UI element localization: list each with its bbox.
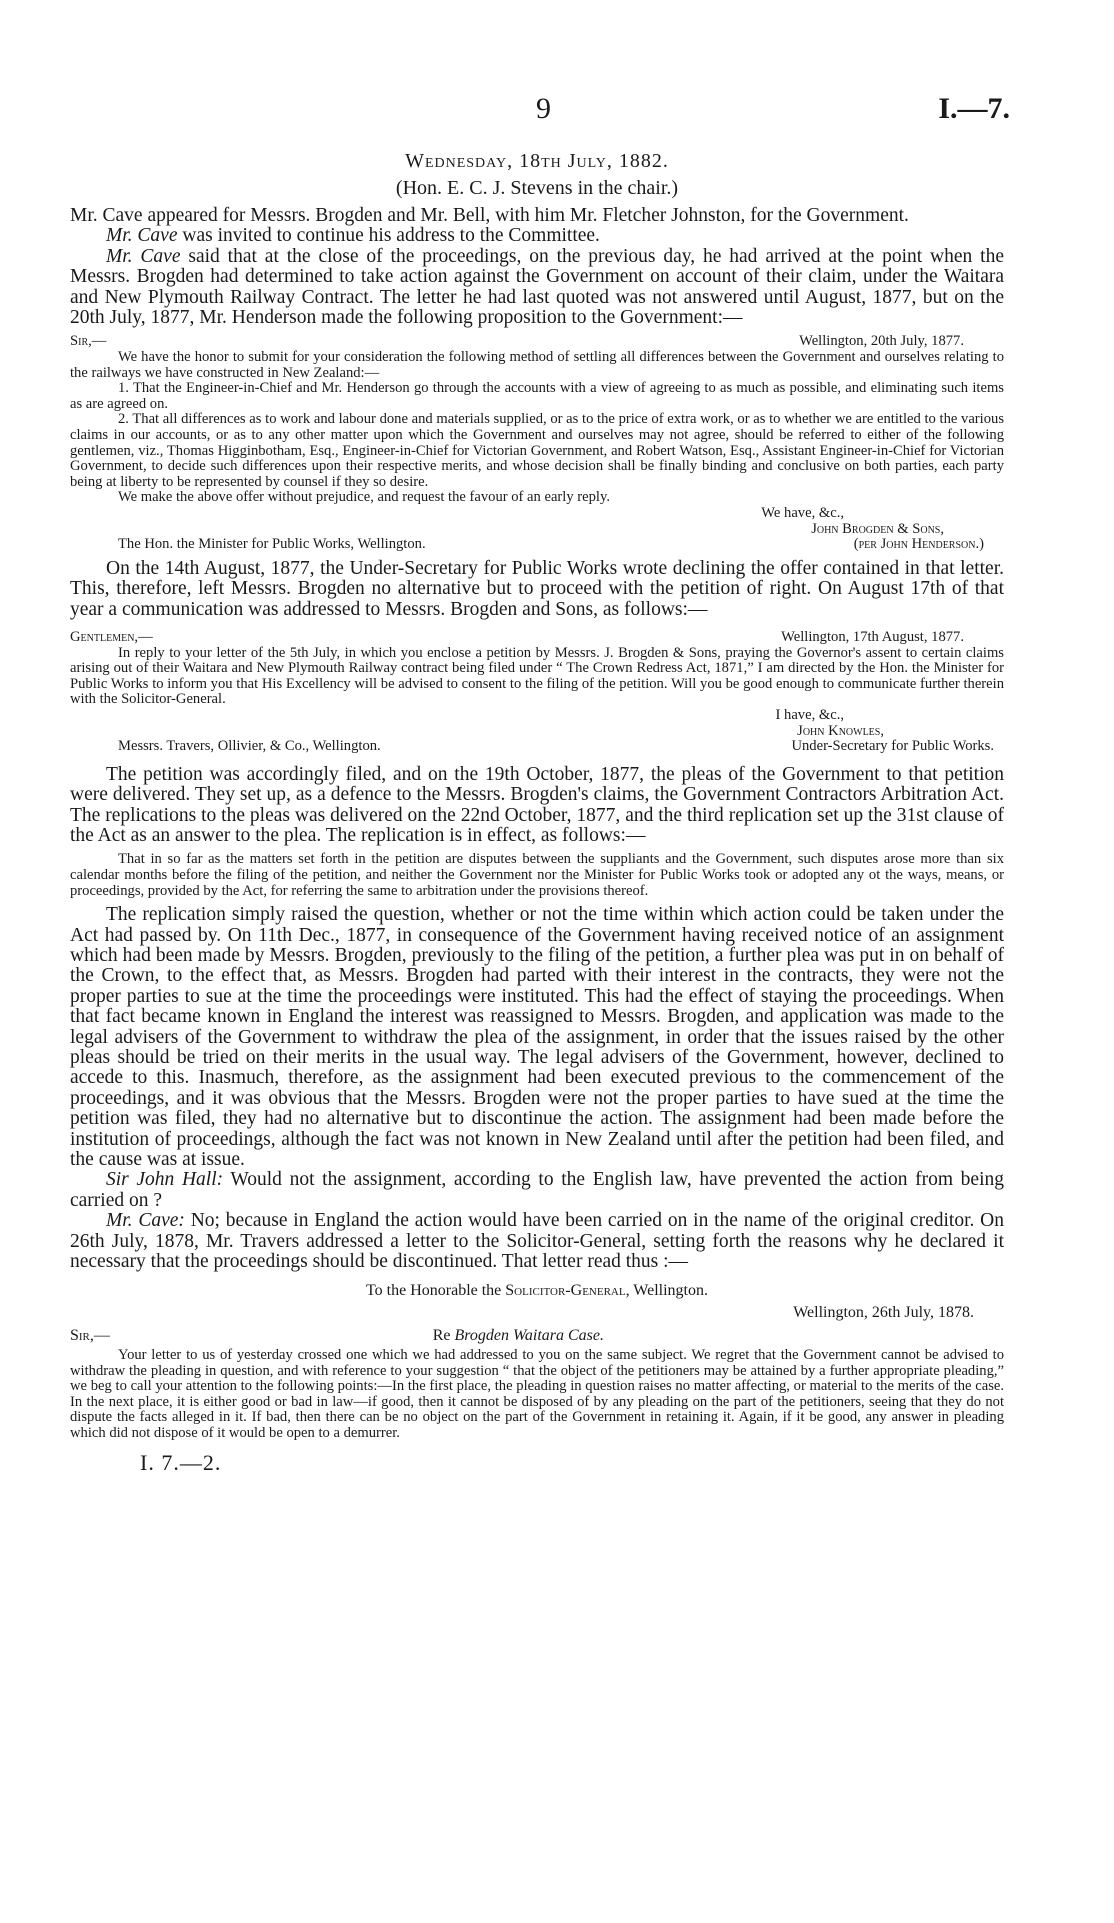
session-date: Wednesday, 18th July, 1882.	[405, 150, 669, 172]
letter-knowles	[70, 630, 1004, 755]
re-subject: Brogden Waitara Case.	[454, 1327, 604, 1345]
speaker: Sir John Hall:	[106, 1169, 224, 1191]
letter-re-line	[433, 1328, 1004, 1344]
letter-signatory-title: Under-Secretary for Public Works.	[791, 738, 994, 755]
document-reference: I.—7.	[938, 92, 1010, 125]
letter-salutation: Sir,—	[70, 333, 107, 350]
appearance-paragraph: Mr. Cave appeared for Messrs. Brogden and Mr. Bell, with him Mr. Fletcher Johnston, for the Government.	[70, 205, 909, 226]
letter-paragraph: Your letter to us of yesterday crossed one which we had addressed to you on the same subject. We regret that the Government cannot be advised to withdraw the pleading in question, and with reference to your suggestion “ that the object of the petitioners may be attained by a further appropriate pleading,” we beg to call your attention to the following points:—In the first place, the pleading in question raises no matter affecting, or material to the merits of the case. In the next place, it is either good or bad in law—if good, then it cannot be disposed of by any pleading on the part of the petitioners, seeing that they do not dispute the facts alleged in it. If bad, then there can be no object on the part of the Government in retaining it. Again, if it be good, any answer in pleading which did not dispose of it would be open to a demurrer.	[70, 1347, 1004, 1441]
paragraph-text: was invited to continue his address to the Committee.	[177, 225, 600, 247]
letter-to-suffix: , Wellington.	[625, 1282, 708, 1300]
paragraph: The replication simply raised the question, whether or not the time within which action could be taken under the Act had passed by. On 11th Dec., 1877, in consequence of the Government having received notice of an assignment which had been made by Messrs. Brogden, previously to the filing of the petition, a further plea was put in on behalf of the Crown, to the effect that, as Messrs. Brogden had parted with their interest in the contracts, they were not the proper parties to sue at the time the proceedings were instituted. This had the effect of staying the proceedings. When that fact became known in England the interest was reassigned to Messrs. Brogden, and application was made to the legal advisers of the Government to withdraw the plea of the assignment, in order that the issues raised by the other pleas should be tried on their merits in the usual way. The legal advisers of the Government, however, declined to accede to this. Inasmuch, therefore, as the assignment had been executed previous to the commencement of the proceedings, and it was obvious that the Messrs. Brogden were not the proper parties to have sued at the time the petition was filed, they had no alternative but to discontinue the action. The assignment had been made before the institution of proceedings, although the fact was not known in New Zealand until after the petition had been filed, and the cause was at issue.	[70, 904, 1004, 1170]
letter-paragraph: We have the honor to submit for your consideration the following method of settling all differences between the Government and ourselves relating to the railways we have constructed in New Zealand:—	[70, 349, 1004, 381]
paragraph-text: Would not the assignment, according to the English law, have prevented the action from being carried on ?	[70, 1169, 1004, 1211]
speaker: Mr. Cave:	[106, 1210, 185, 1232]
document-page	[70, 92, 1010, 1476]
quote-paragraph: That in so far as the matters set forth in the petition are disputes between the suppliants and the Government, such disputes arose more than six calendar months before the filing of the petition, and neither the Government nor the Minister for Public Works took or adopted any ot the ways, means, or proceedings, provided by the Act, for referring the same to arbitration under the provisions thereof.	[70, 851, 1004, 899]
letter-brogden	[70, 334, 1004, 552]
letter-to-prefix: To the Honorable the	[366, 1282, 506, 1300]
document-body	[70, 206, 1004, 328]
letter-salutation: Gentlemen,—	[70, 628, 153, 645]
letter-per: (per John Henderson.)	[853, 536, 984, 553]
document-body	[70, 905, 1004, 1272]
letter-dateline: Wellington, 20th July, 1877.	[799, 333, 964, 350]
paragraph: On the 14th August, 1877, the Under-Secretary for Public Works wrote declining the offer contained in that letter. This, therefore, left Messrs. Brogden no alternative but to proceed with the petition of right. On August 17th of that year a communication was addressed to Messrs. Brogden and Sons, as follows:—	[70, 557, 1004, 620]
letter-signatory: John Brogden & Sons,	[811, 520, 944, 537]
letter-salutation: Sir,—	[70, 1327, 110, 1345]
speaker: Mr. Cave	[106, 225, 178, 247]
document-body	[70, 765, 1004, 847]
letter-addressee: Messrs. Travers, Ollivier, & Co., Wellington.	[118, 738, 381, 755]
session-chair: (Hon. E. C. J. Stevens in the chair.)	[395, 177, 679, 199]
paragraph	[70, 1170, 1004, 1211]
paragraph: The petition was accordingly filed, and on the 19th October, 1877, the pleas of the Government to that petition were delivered. They set up, as a defence to the Messrs. Brogden's claims, the Government Contractors Arbitration Act. The replications to the pleas was delivered on the 22nd October, 1877, and the third replication set up the 31st clause of the Act as an answer to the plea. The replication is in effect, as follows:—	[70, 763, 1004, 846]
letter-closing: We have, &c.,	[761, 504, 844, 521]
letter-paragraph: We make the above offer without prejudice, and request the favour of an early reply.	[118, 489, 610, 506]
letter-closing: I have, &c.,	[775, 706, 844, 723]
paragraph	[70, 247, 1004, 329]
re-prefix: Re	[432, 1327, 455, 1345]
letter-paragraph: 1. That the Engineer-in-Chief and Mr. Henderson go through the accounts with a view of agreeing to as much as possible, and eliminating such items as are agreed on.	[70, 380, 1004, 412]
letter-paragraph: 2. That all differences as to work and labour done and materials supplied, or as to the price of extra work, or as to whether we are entitled to the various claims in our accounts, or as to any other matter upon which the Government and ourselves may not agree, should be referred to either of the following gentlemen, viz., Thomas Higginbotham, Esq., Engineer-in-Chief for Victorian Government, and Robert Watson, Esq., Assistant Engineer-in-Chief for Victorian Government, to decide such differences upon their respective merits, and whose decision shall be finally binding and conclusive on both parties, each party being at liberty to be represented by counsel if they so desire.	[70, 411, 1004, 490]
page-number: 9	[536, 92, 551, 125]
paragraph-text: said that at the close of the proceedings, on the previous day, he had arrived at the point when the Messrs. Brogden had determined to take action against the Government on account of their claim, under the Waitara and New Plymouth Railway Contract. The letter he had last quoted was not answered until August, 1877, but on the 20th July, 1877, Mr. Henderson made the following proposition to the Government:—	[70, 245, 1004, 329]
letter-travers	[70, 1282, 1004, 1441]
letter-dateline: Wellington, 17th August, 1877.	[781, 628, 964, 645]
paragraph	[70, 1211, 1004, 1272]
letter-signatory: John Knowles,	[797, 722, 884, 739]
replication-quote	[70, 852, 1004, 899]
signature-mark: I. 7.—2.	[140, 1449, 222, 1475]
paragraph	[70, 226, 1004, 246]
paragraph-text: No; because in England the action would have been carried on in the name of the original creditor. On 26th July, 1878, Mr. Travers addressed a letter to the Solicitor-General, setting forth the reasons why he declared it necessary that the proceedings should be discontinued. That letter read thus :—	[70, 1210, 1004, 1273]
letter-to-line	[70, 1282, 1004, 1300]
page-header	[70, 92, 1010, 132]
letter-addressee: The Hon. the Minister for Public Works, Wellington.	[118, 536, 426, 553]
speaker: Mr. Cave	[106, 245, 181, 267]
letter-paragraph: In reply to your letter of the 5th July, in which you enclose a petition by Messrs. J. Brogden & Sons, praying the Governor's assent to certain claims arising out of their Waitara and New Plymouth Railway contract being filed under “ The Crown Redress Act, 1871,” I am directed by the Hon. the Minister for Public Works to inform you that His Excellency will be advised to consent to the filing of the petition. Will you be good enough to communicate further therein with the Solicitor-General.	[70, 644, 1004, 708]
letter-to-title: Solicitor-General	[505, 1282, 626, 1300]
document-body	[70, 559, 1004, 620]
letter-dateline: Wellington, 26th July, 1878.	[793, 1304, 974, 1322]
